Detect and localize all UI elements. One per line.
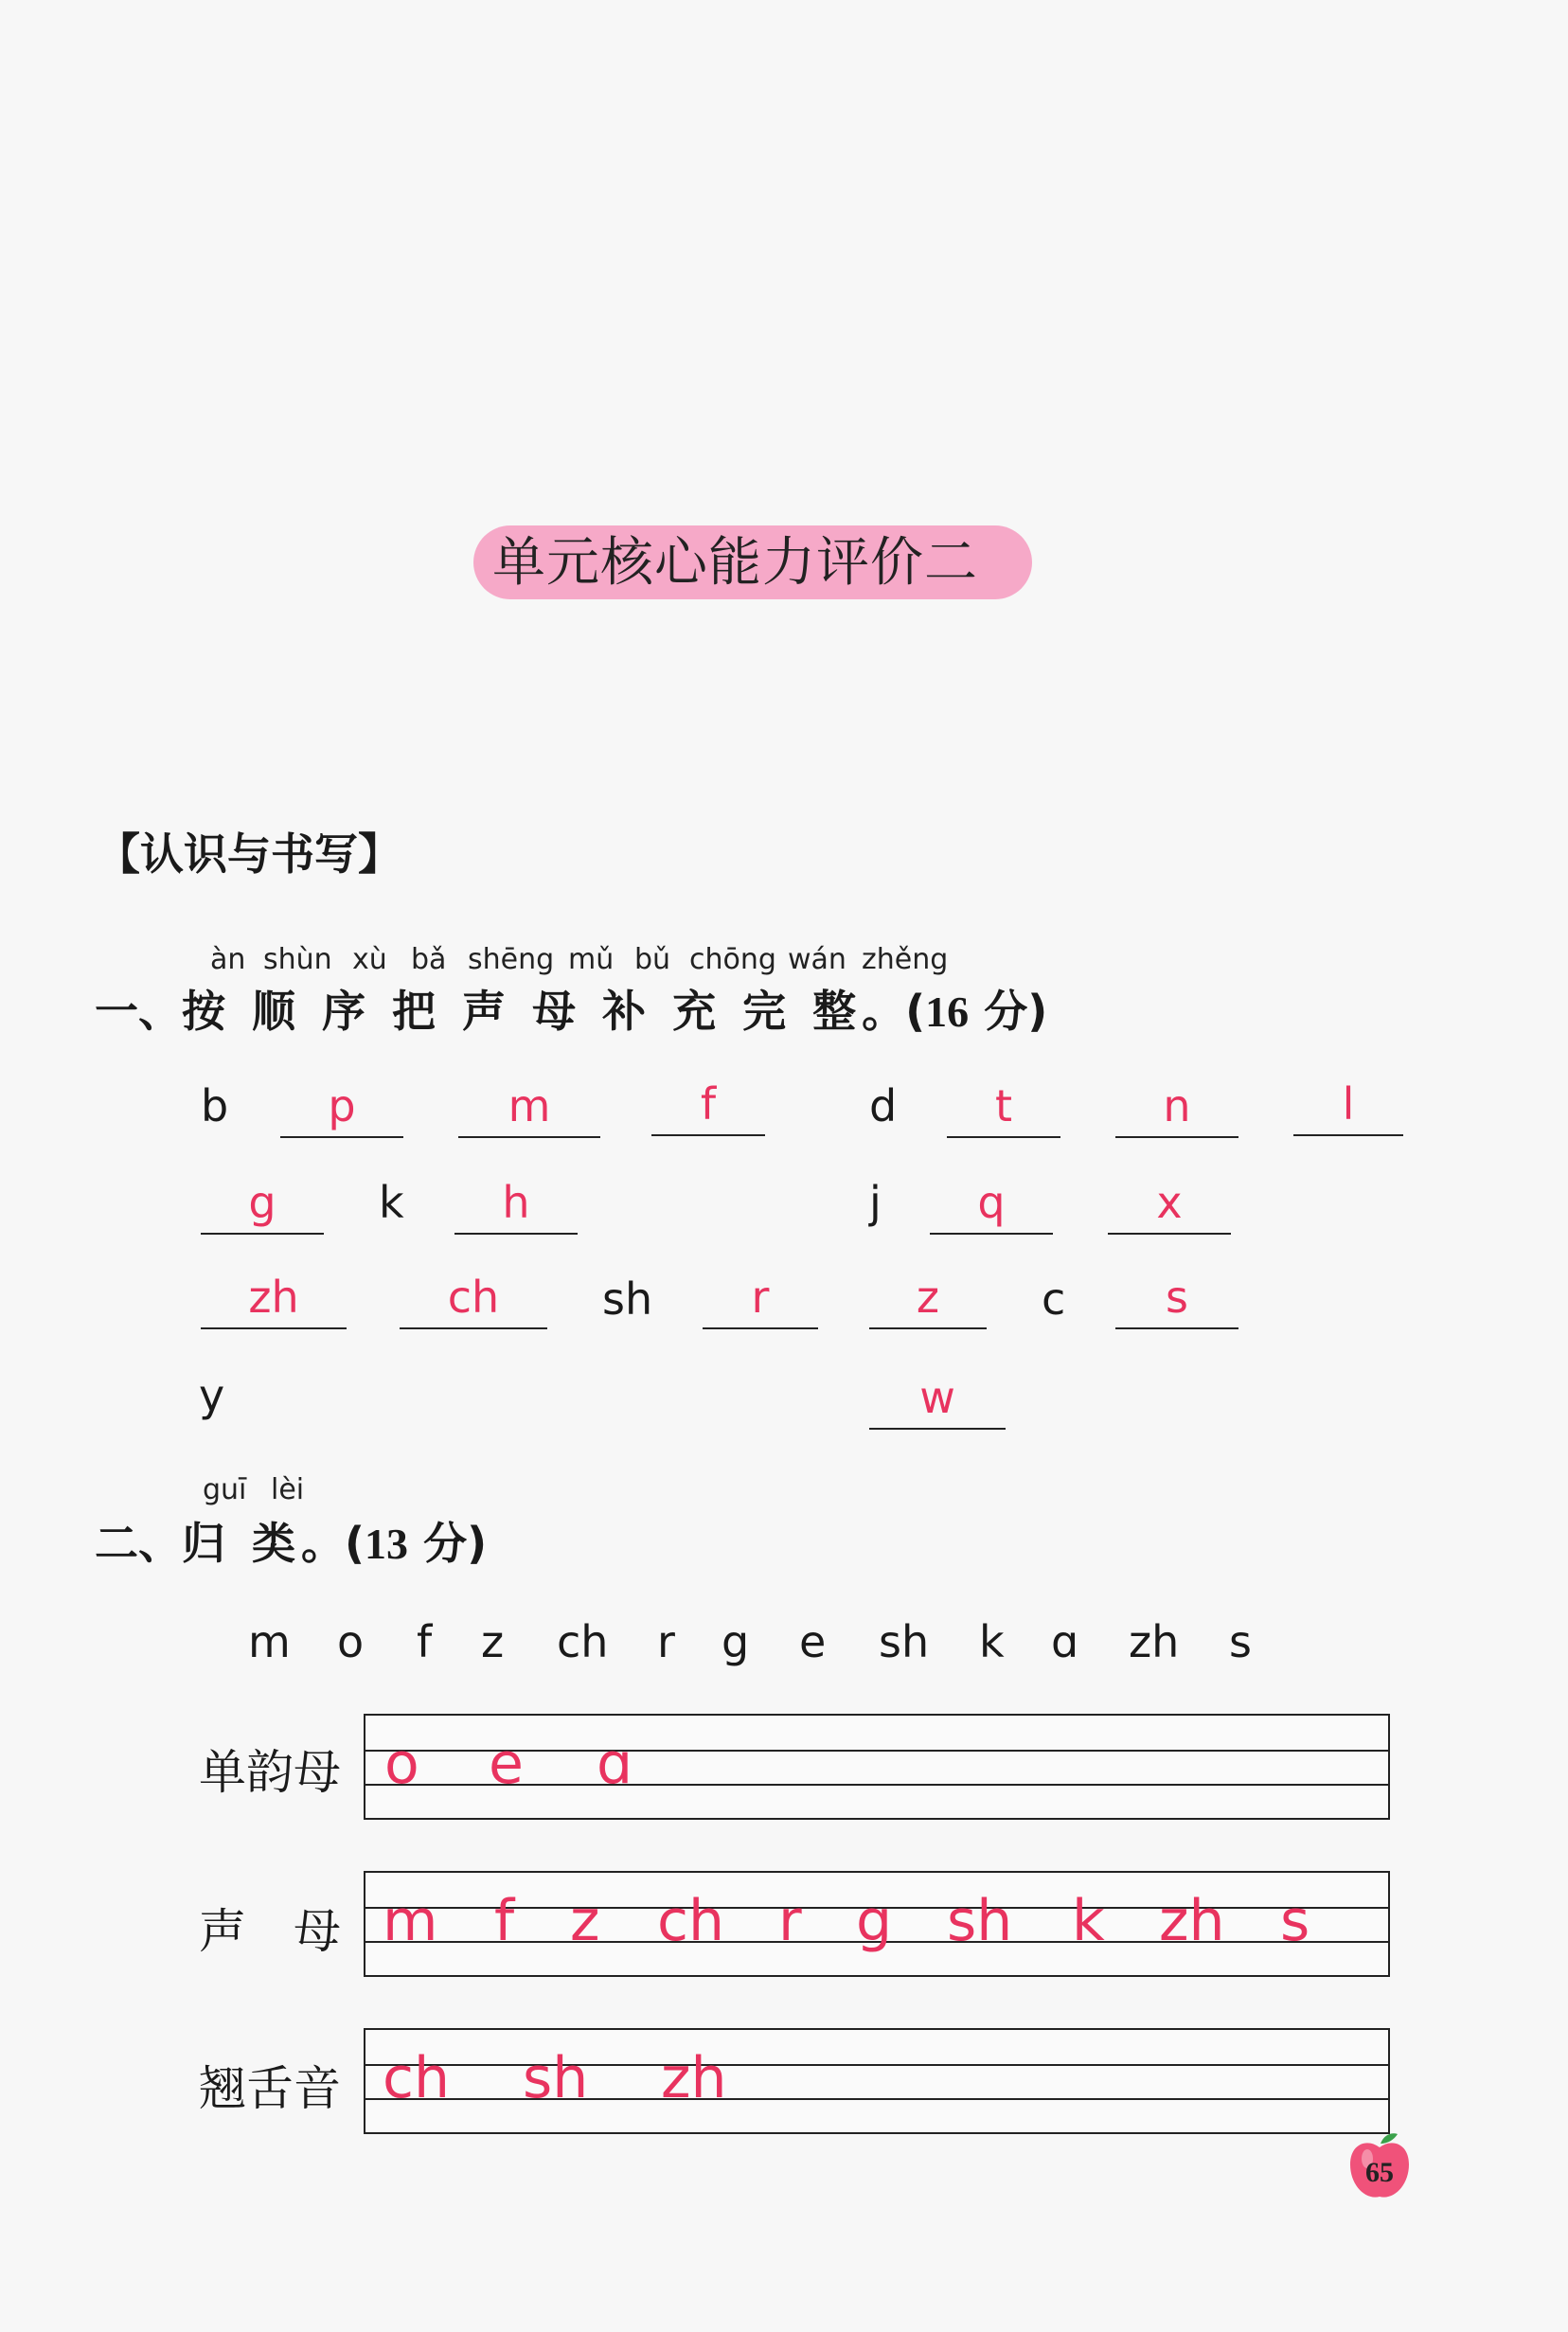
row-label-single-finals: 单韵母 bbox=[199, 1745, 341, 1800]
answer-blank-w[interactable]: w bbox=[869, 1371, 1006, 1430]
sort-letter: r bbox=[657, 1616, 675, 1667]
pinyin-sheng: shēng bbox=[468, 943, 555, 976]
answer-f: f bbox=[494, 1888, 515, 1954]
answer-blank-q[interactable]: q bbox=[930, 1176, 1053, 1235]
answer-a: ɑ bbox=[597, 1731, 633, 1797]
answer-blank-zh[interactable]: zh bbox=[201, 1271, 347, 1329]
answer-zh: zh bbox=[661, 2045, 727, 2111]
answer-blank-ch[interactable]: ch bbox=[400, 1271, 547, 1329]
answer-blank-l[interactable]: l bbox=[1293, 1077, 1403, 1136]
sort-letter: sh bbox=[879, 1616, 930, 1667]
question-2-heading bbox=[95, 1515, 487, 1573]
question-2-score: 13 bbox=[365, 1520, 409, 1568]
answer-ch: ch bbox=[383, 2045, 451, 2111]
answer-blank-s[interactable]: s bbox=[1115, 1271, 1238, 1329]
question-1-score: 16 bbox=[925, 988, 970, 1036]
row-label-retroflex: 翘舌音 bbox=[199, 2061, 341, 2116]
answer-blank-h[interactable]: h bbox=[454, 1176, 578, 1235]
answer-r: r bbox=[778, 1888, 802, 1954]
answer-blank-z[interactable]: z bbox=[869, 1271, 987, 1329]
answer-blank-p[interactable]: p bbox=[280, 1079, 403, 1138]
sort-letter: z bbox=[481, 1616, 505, 1667]
pinyin-bu: bǔ bbox=[634, 943, 671, 976]
answer-e: e bbox=[489, 1731, 524, 1797]
answer-blank-f[interactable]: f bbox=[651, 1077, 765, 1136]
sort-letter: f bbox=[417, 1616, 433, 1667]
given-letter-sh: sh bbox=[602, 1273, 653, 1325]
given-letter-y: y bbox=[199, 1370, 225, 1421]
answer-blank-n[interactable]: n bbox=[1115, 1079, 1238, 1138]
given-letter-b: b bbox=[201, 1080, 229, 1131]
pinyin-wan: wán bbox=[788, 943, 846, 976]
given-letter-c: c bbox=[1042, 1273, 1066, 1325]
given-letter-j: j bbox=[869, 1177, 882, 1228]
sort-letter: ɑ bbox=[1051, 1616, 1079, 1667]
answer-sh: sh bbox=[523, 2045, 589, 2111]
answer-blank-t[interactable]: t bbox=[947, 1079, 1060, 1138]
page-number-badge bbox=[1346, 2130, 1413, 2206]
answer-z: z bbox=[570, 1888, 600, 1954]
answer-blank-x[interactable]: x bbox=[1108, 1176, 1231, 1235]
answer-s: s bbox=[1280, 1888, 1310, 1954]
question-1-number: 一、 bbox=[95, 986, 182, 1037]
sort-letter: e bbox=[799, 1616, 827, 1667]
question-2-punct: 。( bbox=[301, 1518, 365, 1569]
question-2-number: 二、 bbox=[95, 1518, 182, 1569]
sort-letter: ch bbox=[557, 1616, 609, 1667]
answer-m: m bbox=[383, 1888, 438, 1954]
pinyin-ba: bǎ bbox=[411, 943, 447, 976]
page-title: 单元核心能力评价二 bbox=[492, 532, 978, 594]
answer-blank-g[interactable]: g bbox=[201, 1176, 324, 1235]
sort-letter: o bbox=[337, 1616, 365, 1667]
question-1-text: 按 顺 序 把 声 母 补 充 完 整 bbox=[182, 986, 863, 1037]
sort-letter: k bbox=[979, 1616, 1005, 1667]
answer-k: k bbox=[1072, 1888, 1105, 1954]
sort-letter: g bbox=[722, 1616, 750, 1667]
answer-sh: sh bbox=[947, 1888, 1013, 1954]
row-label-initials: 声 母 bbox=[199, 1904, 341, 1959]
pinyin-zheng: zhěng bbox=[862, 943, 949, 976]
given-letter-k: k bbox=[379, 1177, 404, 1228]
answer-g: g bbox=[856, 1888, 893, 1954]
page-number: 65 bbox=[1365, 2157, 1394, 2188]
question-2-score-unit: 分) bbox=[423, 1518, 488, 1569]
writing-box-single-finals[interactable] bbox=[364, 1714, 1390, 1820]
section-heading: 【认识与书写】 bbox=[97, 828, 401, 880]
pinyin-an: àn bbox=[210, 943, 246, 976]
pinyin-shun: shùn bbox=[263, 943, 332, 976]
pinyin-chong: chōng bbox=[689, 943, 776, 976]
pinyin-lei: lèi bbox=[271, 1473, 305, 1506]
pinyin-mu: mǔ bbox=[568, 943, 615, 976]
sort-letter: s bbox=[1229, 1616, 1252, 1667]
question-1-score-unit: 分) bbox=[984, 986, 1048, 1037]
answer-o: o bbox=[384, 1731, 419, 1797]
question-1-heading bbox=[95, 983, 1047, 1041]
answer-blank-r[interactable]: r bbox=[703, 1271, 818, 1329]
pinyin-xu: xù bbox=[352, 943, 387, 976]
writing-box-initials[interactable] bbox=[364, 1871, 1390, 1977]
writing-box-retroflex[interactable] bbox=[364, 2028, 1390, 2134]
question-1-punct: 。( bbox=[862, 986, 926, 1037]
answer-ch: ch bbox=[657, 1888, 725, 1954]
pinyin-gui: guī bbox=[203, 1473, 247, 1506]
sort-letter: zh bbox=[1129, 1616, 1180, 1667]
answer-blank-m[interactable]: m bbox=[458, 1079, 600, 1138]
sort-letter: m bbox=[248, 1616, 291, 1667]
answer-zh: zh bbox=[1159, 1888, 1225, 1954]
question-2-text: 归 类 bbox=[182, 1518, 302, 1569]
given-letter-d: d bbox=[869, 1080, 898, 1131]
